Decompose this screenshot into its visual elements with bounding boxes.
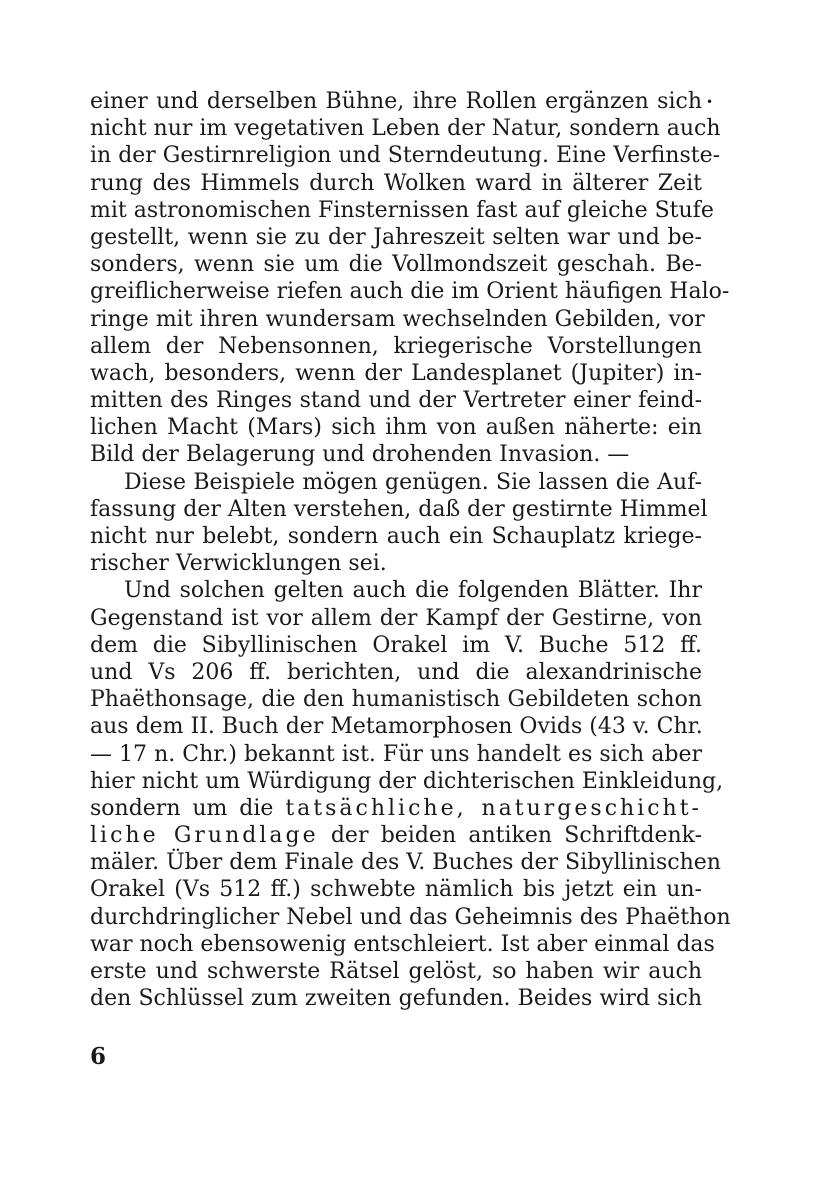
text-line-emphasis <box>90 795 702 822</box>
text-line: Orakel (Vs 512 ff.) schwebte nämlich bis jetzt ein un- <box>90 877 702 903</box>
text-line: nicht nur im vegetativen Leben der Natur, sondern auch <box>90 116 721 142</box>
text-line: dem die Sibyllinischen Orakel im V. Buche 512 ff. <box>90 632 702 658</box>
margin-mark: • <box>706 95 714 109</box>
page-number: 6 <box>90 1043 107 1070</box>
text-line: — 17 n. Chr.) bekannt ist. Für uns handelt es sich aber <box>90 741 702 767</box>
text-line: und Vs 206 ff. berichten, und die alexandrinische <box>90 659 702 685</box>
text-line: war noch ebensowenig entschleiert. Ist aber einmal das <box>90 931 715 957</box>
text-line: erste und schwerste Rätsel gelöst, so haben wir auch <box>90 959 702 984</box>
text-line: fassung der Alten verstehen, daß der gestirnte Himmel <box>90 496 708 522</box>
page-body <box>90 88 731 1012</box>
text-line: gestellt, wenn sie zu der Jahreszeit selten war und be- <box>90 224 702 250</box>
text-line: in der Gestirnreligion und Sterndeutung. Eine Verfinste- <box>90 143 721 169</box>
text-line: greiflicherweise riefen auch die im Orient häufigen Halo- <box>90 279 730 305</box>
text-line: rung des Himmels durch Wolken ward in älterer Zeit <box>90 170 702 196</box>
text-line: mäler. Über dem Finale des V. Buches der Sibyllinischen <box>90 850 721 876</box>
emphasized-text: liche Grundlage <box>90 823 319 849</box>
text-line-emphasis <box>90 822 702 849</box>
text-line: wach, besonders, wenn der Landesplanet (Jupiter) in- <box>90 360 702 386</box>
text-line: Phaëthonsage, die den humanistisch Gebildeten schon <box>90 687 702 713</box>
paragraph-start-line: Und solchen gelten auch die folgenden Blätter. Ihr <box>124 578 702 604</box>
text-line: Gegenstand ist vor allem der Kampf der Gestirne, von <box>90 605 702 631</box>
paragraph-start-line: Diese Beispiele mögen genügen. Sie lassen die Auf- <box>124 469 702 495</box>
text-line: rischer Verwicklungen sei. <box>90 551 387 577</box>
text-line: ringe mit ihren wundersam wechselnden Gebilden, vor <box>90 306 705 332</box>
text-line: Bild der Belagerung und drohenden Invasion. — <box>90 442 630 468</box>
plain-text: sondern um die <box>90 795 274 821</box>
text-line: den Schlüssel zum zweiten gefunden. Beides wird sich <box>90 986 702 1012</box>
text-line: lichen Macht (Mars) sich ihm von außen näherte: ein <box>90 415 702 441</box>
text-line: nicht nur belebt, sondern auch ein Schauplatz kriege- <box>90 524 702 549</box>
text-line: allem der Nebensonnen, kriegerische Vorstellungen <box>90 333 702 359</box>
text-line: einer und derselben Bühne, ihre Rollen ergänzen sich <box>90 89 702 114</box>
text-line: mit astronomischen Finsternissen fast auf gleiche Stufe <box>90 197 714 223</box>
text-line: aus dem II. Buch der Metamorphosen Ovids (43 v. Chr. <box>90 714 703 740</box>
text-line: mitten des Ringes stand und der Vertreter einer feind- <box>90 388 702 414</box>
plain-text: der beiden antiken Schriftdenk- <box>330 823 703 849</box>
text-line: durchdringlicher Nebel und das Geheimnis des Phaëthon <box>90 904 731 930</box>
text-line: sonders, wenn sie um die Vollmondszeit geschah. Be- <box>90 252 702 278</box>
text-line: hier nicht um Würdigung der dichterischen Einkleidung, <box>90 768 724 794</box>
emphasized-text: tatsächliche, naturgeschicht- <box>285 795 702 821</box>
